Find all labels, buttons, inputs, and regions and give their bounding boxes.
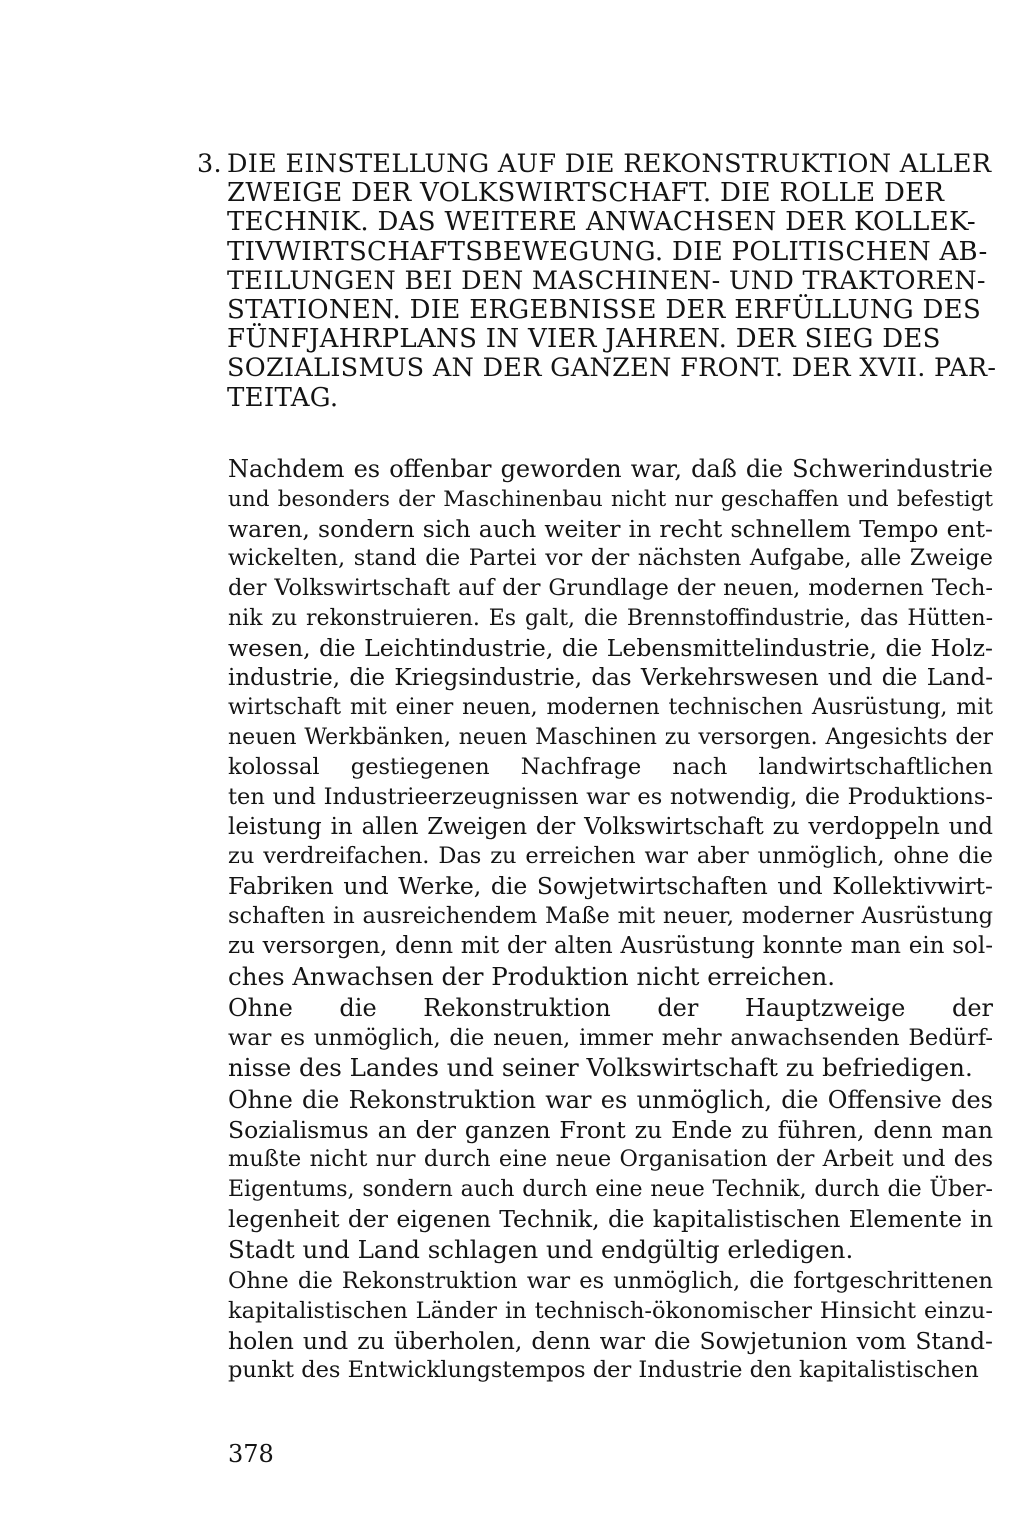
paragraph xyxy=(228,1086,993,1265)
heading-line: STATIONEN. DIE ERGEBNISSE DER ERFÜLLUNG DES xyxy=(227,295,982,326)
heading-line: FÜNFJAHRPLANS IN VIER JAHREN. DER SIEG DES xyxy=(227,324,941,355)
text-line: kapitalistischen Länder in technisch-ökonomischer Hinsicht einzu- xyxy=(228,1297,993,1324)
text-line: der Volkswirtschaft auf der Grundlage der neuen, modernen Tech- xyxy=(228,575,993,602)
paragraph xyxy=(228,455,993,991)
text-line: zu verdreifachen. Das zu erreichen war aber unmöglich, ohne die xyxy=(228,843,993,870)
heading-line-text: DIE EINSTELLUNG AUF DIE REKONSTRUKTION ALLER xyxy=(227,149,992,179)
text-line: Sozialismus an der ganzen Front zu Ende zu führen, denn man xyxy=(228,1115,993,1144)
heading-line: ZWEIGE DER VOLKSWIRTSCHAFT. DIE ROLLE DER xyxy=(227,178,945,209)
text-line: mußte nicht nur durch eine neue Organisation der Arbeit und des xyxy=(228,1146,993,1173)
heading-line: TEITAG. xyxy=(227,382,339,413)
heading-number: 3. xyxy=(197,149,222,179)
text-line: kolossal gestiegenen Nachfrage nach landwirtschaftlichen xyxy=(228,753,993,780)
paragraph xyxy=(228,1267,993,1386)
body-text xyxy=(228,455,993,1389)
paragraph xyxy=(228,994,993,1083)
text-line: leistung in allen Zweigen der Volkswirtschaft zu verdoppeln und xyxy=(228,813,993,840)
text-line: punkt des Entwicklungstempos der Industrie den kapitalistischen xyxy=(228,1357,979,1384)
text-line: Stadt und Land schlagen und endgültig erledigen. xyxy=(228,1234,854,1264)
text-line: holen und zu überholen, denn war die Sowjetunion vom Stand- xyxy=(228,1326,993,1355)
text-line: und besonders der Maschinenbau nicht nur geschaffen und befestigt xyxy=(228,486,993,512)
text-line: legenheit der eigenen Technik, die kapitalistischen Elemente in xyxy=(228,1204,993,1233)
text-line: Eigentums, sondern auch durch eine neue Technik, durch die Über- xyxy=(228,1177,993,1203)
text-line: Fabriken und Werke, die Sowjetwirtschaften und Kollektivwirt- xyxy=(228,872,993,901)
text-line: ten und Industrieerzeugnissen war es notwendig, die Produktions- xyxy=(228,783,993,810)
text-line: Nachdem es offenbar geworden war, daß die Schwerindustrie xyxy=(228,455,993,483)
text-line: Ohne die Rekonstruktion war es unmöglich, die Offensive des xyxy=(228,1085,993,1114)
text-line: zu versorgen, denn mit der alten Ausrüstung konnte man ein sol- xyxy=(228,932,993,959)
chapter-heading xyxy=(197,150,997,413)
text-line: wirtschaft mit einer neuen, modernen technischen Ausrüstung, mit xyxy=(228,695,993,721)
text-line: nik zu rekonstruieren. Es galt, die Brennstoffindustrie, das Hütten- xyxy=(228,605,993,631)
text-line: Ohne die Rekonstruktion der Hauptzweige der xyxy=(228,993,993,1022)
heading-line: TIVWIRTSCHAFTSBEWEGUNG. DIE POLITISCHEN AB- xyxy=(227,236,988,267)
text-line: industrie, die Kriegsindustrie, das Verkehrswesen und die Land- xyxy=(228,664,993,691)
text-line: Ohne die Rekonstruktion war es unmöglich, die fortgeschrittenen xyxy=(228,1268,993,1295)
text-line: wickelten, stand die Partei vor der nächsten Aufgabe, alle Zweige xyxy=(228,545,993,572)
heading-line xyxy=(197,150,997,179)
page-number: 378 xyxy=(228,1440,274,1468)
text-line: nisse des Landes und seiner Volkswirtschaft zu befriedigen. xyxy=(228,1053,973,1083)
text-line: war es unmöglich, die neuen, immer mehr anwachsenden Bedürf- xyxy=(228,1024,993,1051)
text-line: waren, sondern sich auch weiter in recht schnellem Tempo ent- xyxy=(228,514,993,543)
text-line: ches Anwachsen der Produktion nicht erreichen. xyxy=(228,961,836,991)
heading-line: TECHNIK. DAS WEITERE ANWACHSEN DER KOLLEK- xyxy=(227,207,976,238)
text-line: wesen, die Leichtindustrie, die Lebensmittelindustrie, die Holz- xyxy=(228,633,993,662)
text-line: schaften in ausreichendem Maße mit neuer, moderner Ausrüstung xyxy=(228,902,993,929)
heading-line: SOZIALISMUS AN DER GANZEN FRONT. DER XVII. PAR- xyxy=(227,353,997,384)
heading-line: TEILUNGEN BEI DEN MASCHINEN- UND TRAKTOREN- xyxy=(227,265,986,296)
text-line: neuen Werkbänken, neuen Maschinen zu versorgen. Angesichts der xyxy=(228,725,993,751)
